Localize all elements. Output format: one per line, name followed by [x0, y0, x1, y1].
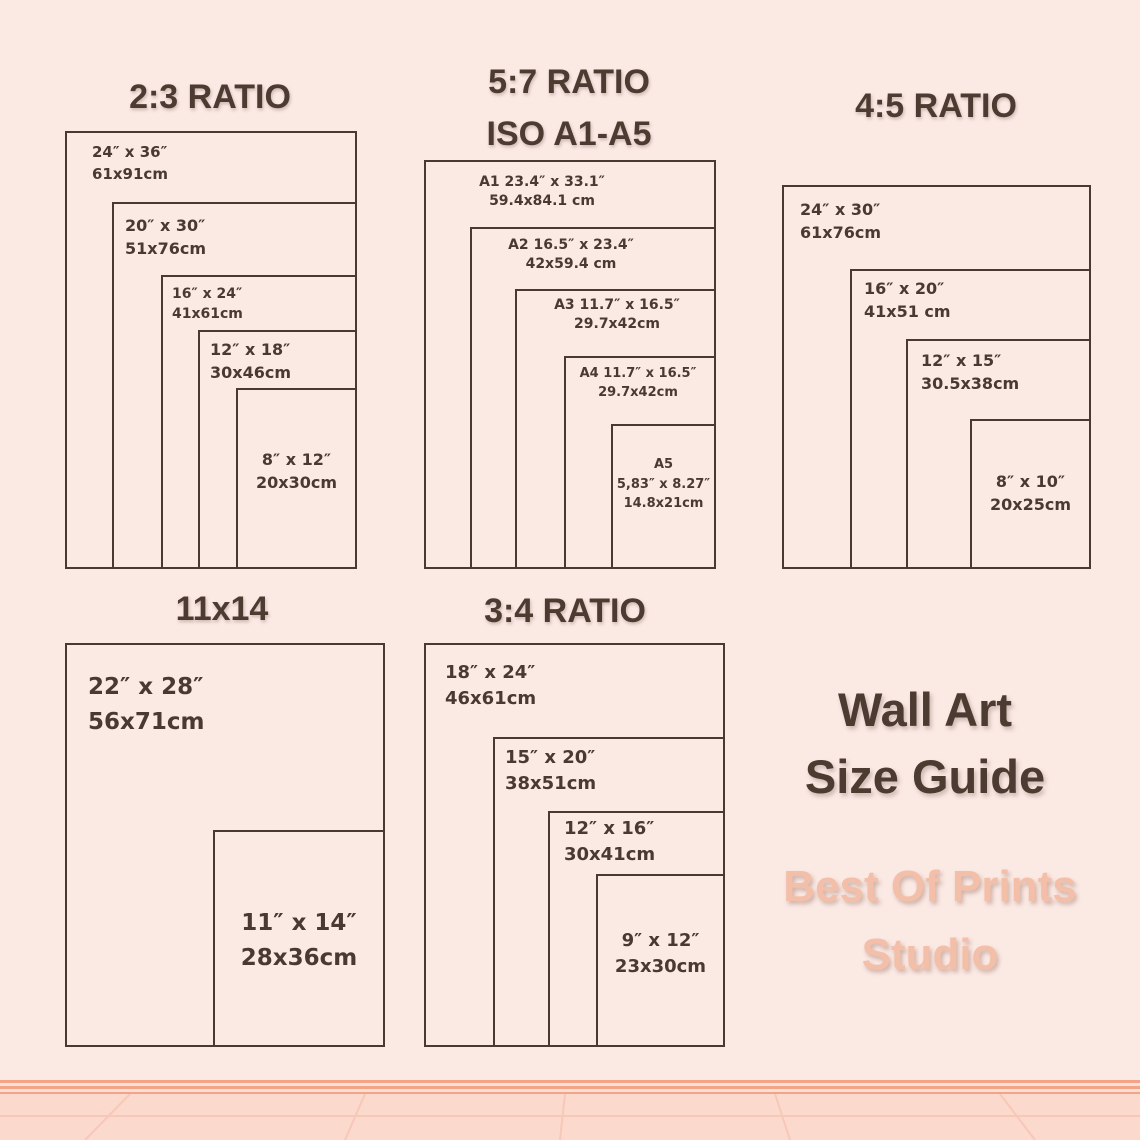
size-name-text: A5	[653, 457, 674, 472]
guide-title	[805, 676, 1045, 810]
inches-text: A3 11.7″ x 16.5″	[554, 297, 680, 313]
cm-text: 29.7x42cm	[598, 384, 678, 400]
size-label-16x24	[172, 284, 243, 325]
ratio-3-4-title: 3:4 RATIO	[484, 592, 646, 630]
floor-tile-lines	[0, 1094, 1140, 1140]
inches-text: 8″ x 12″	[261, 450, 332, 469]
cm-text: 30x46cm	[210, 363, 292, 383]
guide-title-line2: Size Guide	[804, 750, 1046, 803]
cm-text: 23x30cm	[614, 956, 707, 978]
inches-text: 18″ x 24″	[445, 662, 536, 683]
brand-line1: Best Of Prints	[783, 862, 1077, 911]
size-label-a5	[611, 455, 716, 514]
cm-text: 51x76cm	[125, 239, 207, 259]
cm-text: 56x71cm	[88, 708, 205, 735]
size-label-16x20	[864, 277, 951, 323]
guide-title-line1: Wall Art	[837, 683, 1013, 736]
inches-text: A4 11.7″ x 16.5″	[579, 366, 697, 381]
cm-text: 20x25cm	[989, 495, 1071, 515]
size-label-22x28	[88, 670, 204, 739]
cm-text: 59.4x84.1 cm	[489, 192, 595, 209]
inches-text: 15″ x 20″	[505, 747, 596, 768]
size-label-a4	[566, 365, 710, 403]
inches-text: 8″ x 10″	[995, 472, 1066, 491]
size-label-12x15	[921, 349, 1019, 395]
size-label-24x36	[92, 142, 168, 186]
size-label-11x14	[213, 906, 385, 975]
inches-text: 12″ x 16″	[564, 818, 655, 839]
size-label-9x12	[596, 928, 725, 980]
cm-text: 14.8x21cm	[623, 496, 704, 511]
ratio-5-7-title	[486, 56, 651, 160]
size-label-12x16	[564, 816, 655, 868]
floor-decoration	[0, 1080, 1140, 1140]
ratio-4-5-title: 4:5 RATIO	[855, 87, 1017, 125]
inches-text: 24″ x 36″	[92, 143, 168, 161]
cm-text: 41x61cm	[172, 306, 243, 323]
inches-text: 20″ x 30″	[125, 216, 206, 235]
inches-text: 22″ x 28″	[88, 674, 204, 700]
size-label-a3	[524, 296, 710, 334]
inches-text: 5,83″ x 8.27″	[616, 476, 711, 492]
floor-edge-stripe	[0, 1080, 1140, 1094]
size-label-8x10	[970, 470, 1091, 516]
inches-text: 12″ x 18″	[210, 340, 291, 359]
brand-logo-text	[783, 853, 1076, 989]
ratio-2-3-title: 2:3 RATIO	[129, 78, 291, 116]
cm-text: 42x59.4 cm	[525, 255, 617, 272]
size-label-12x18	[210, 338, 291, 384]
size-label-a1	[426, 173, 658, 211]
cm-text: 61x91cm	[92, 164, 168, 183]
inches-text: A2 16.5″ x 23.4″	[508, 237, 634, 253]
cm-text: 46x61cm	[445, 688, 537, 710]
cm-text: 38x51cm	[505, 773, 597, 795]
ratio-5-7-title-line1: 5:7 RATIO	[488, 63, 650, 101]
size-label-15x20	[505, 745, 596, 797]
inches-text: 16″ x 24″	[172, 286, 243, 302]
cm-text: 30.5x38cm	[921, 374, 1020, 394]
size-label-24x30	[800, 198, 881, 244]
brand-line2: Studio	[861, 930, 999, 979]
ratio-11x14-title: 11x14	[175, 590, 269, 628]
cm-text: 28x36cm	[240, 944, 358, 971]
cm-text: 30x41cm	[564, 844, 656, 866]
inches-text: A1 23.4″ x 33.1″	[479, 174, 605, 190]
inches-text: 16″ x 20″	[864, 279, 945, 298]
inches-text: 24″ x 30″	[800, 200, 881, 219]
size-label-a2	[476, 236, 666, 274]
cm-text: 41x51 cm	[864, 302, 951, 322]
cm-text: 20x30cm	[255, 473, 337, 493]
inches-text: 9″ x 12″	[621, 930, 700, 951]
inches-text: 12″ x 15″	[921, 351, 1002, 370]
cm-text: 61x76cm	[800, 223, 882, 243]
ratio-5-7-title-line2: ISO A1-A5	[486, 115, 652, 153]
cm-text: 29.7x42cm	[574, 315, 660, 332]
size-label-18x24	[445, 660, 536, 712]
size-label-8x12	[236, 448, 357, 494]
size-label-20x30	[125, 214, 206, 260]
inches-text: 11″ x 14″	[241, 910, 357, 936]
